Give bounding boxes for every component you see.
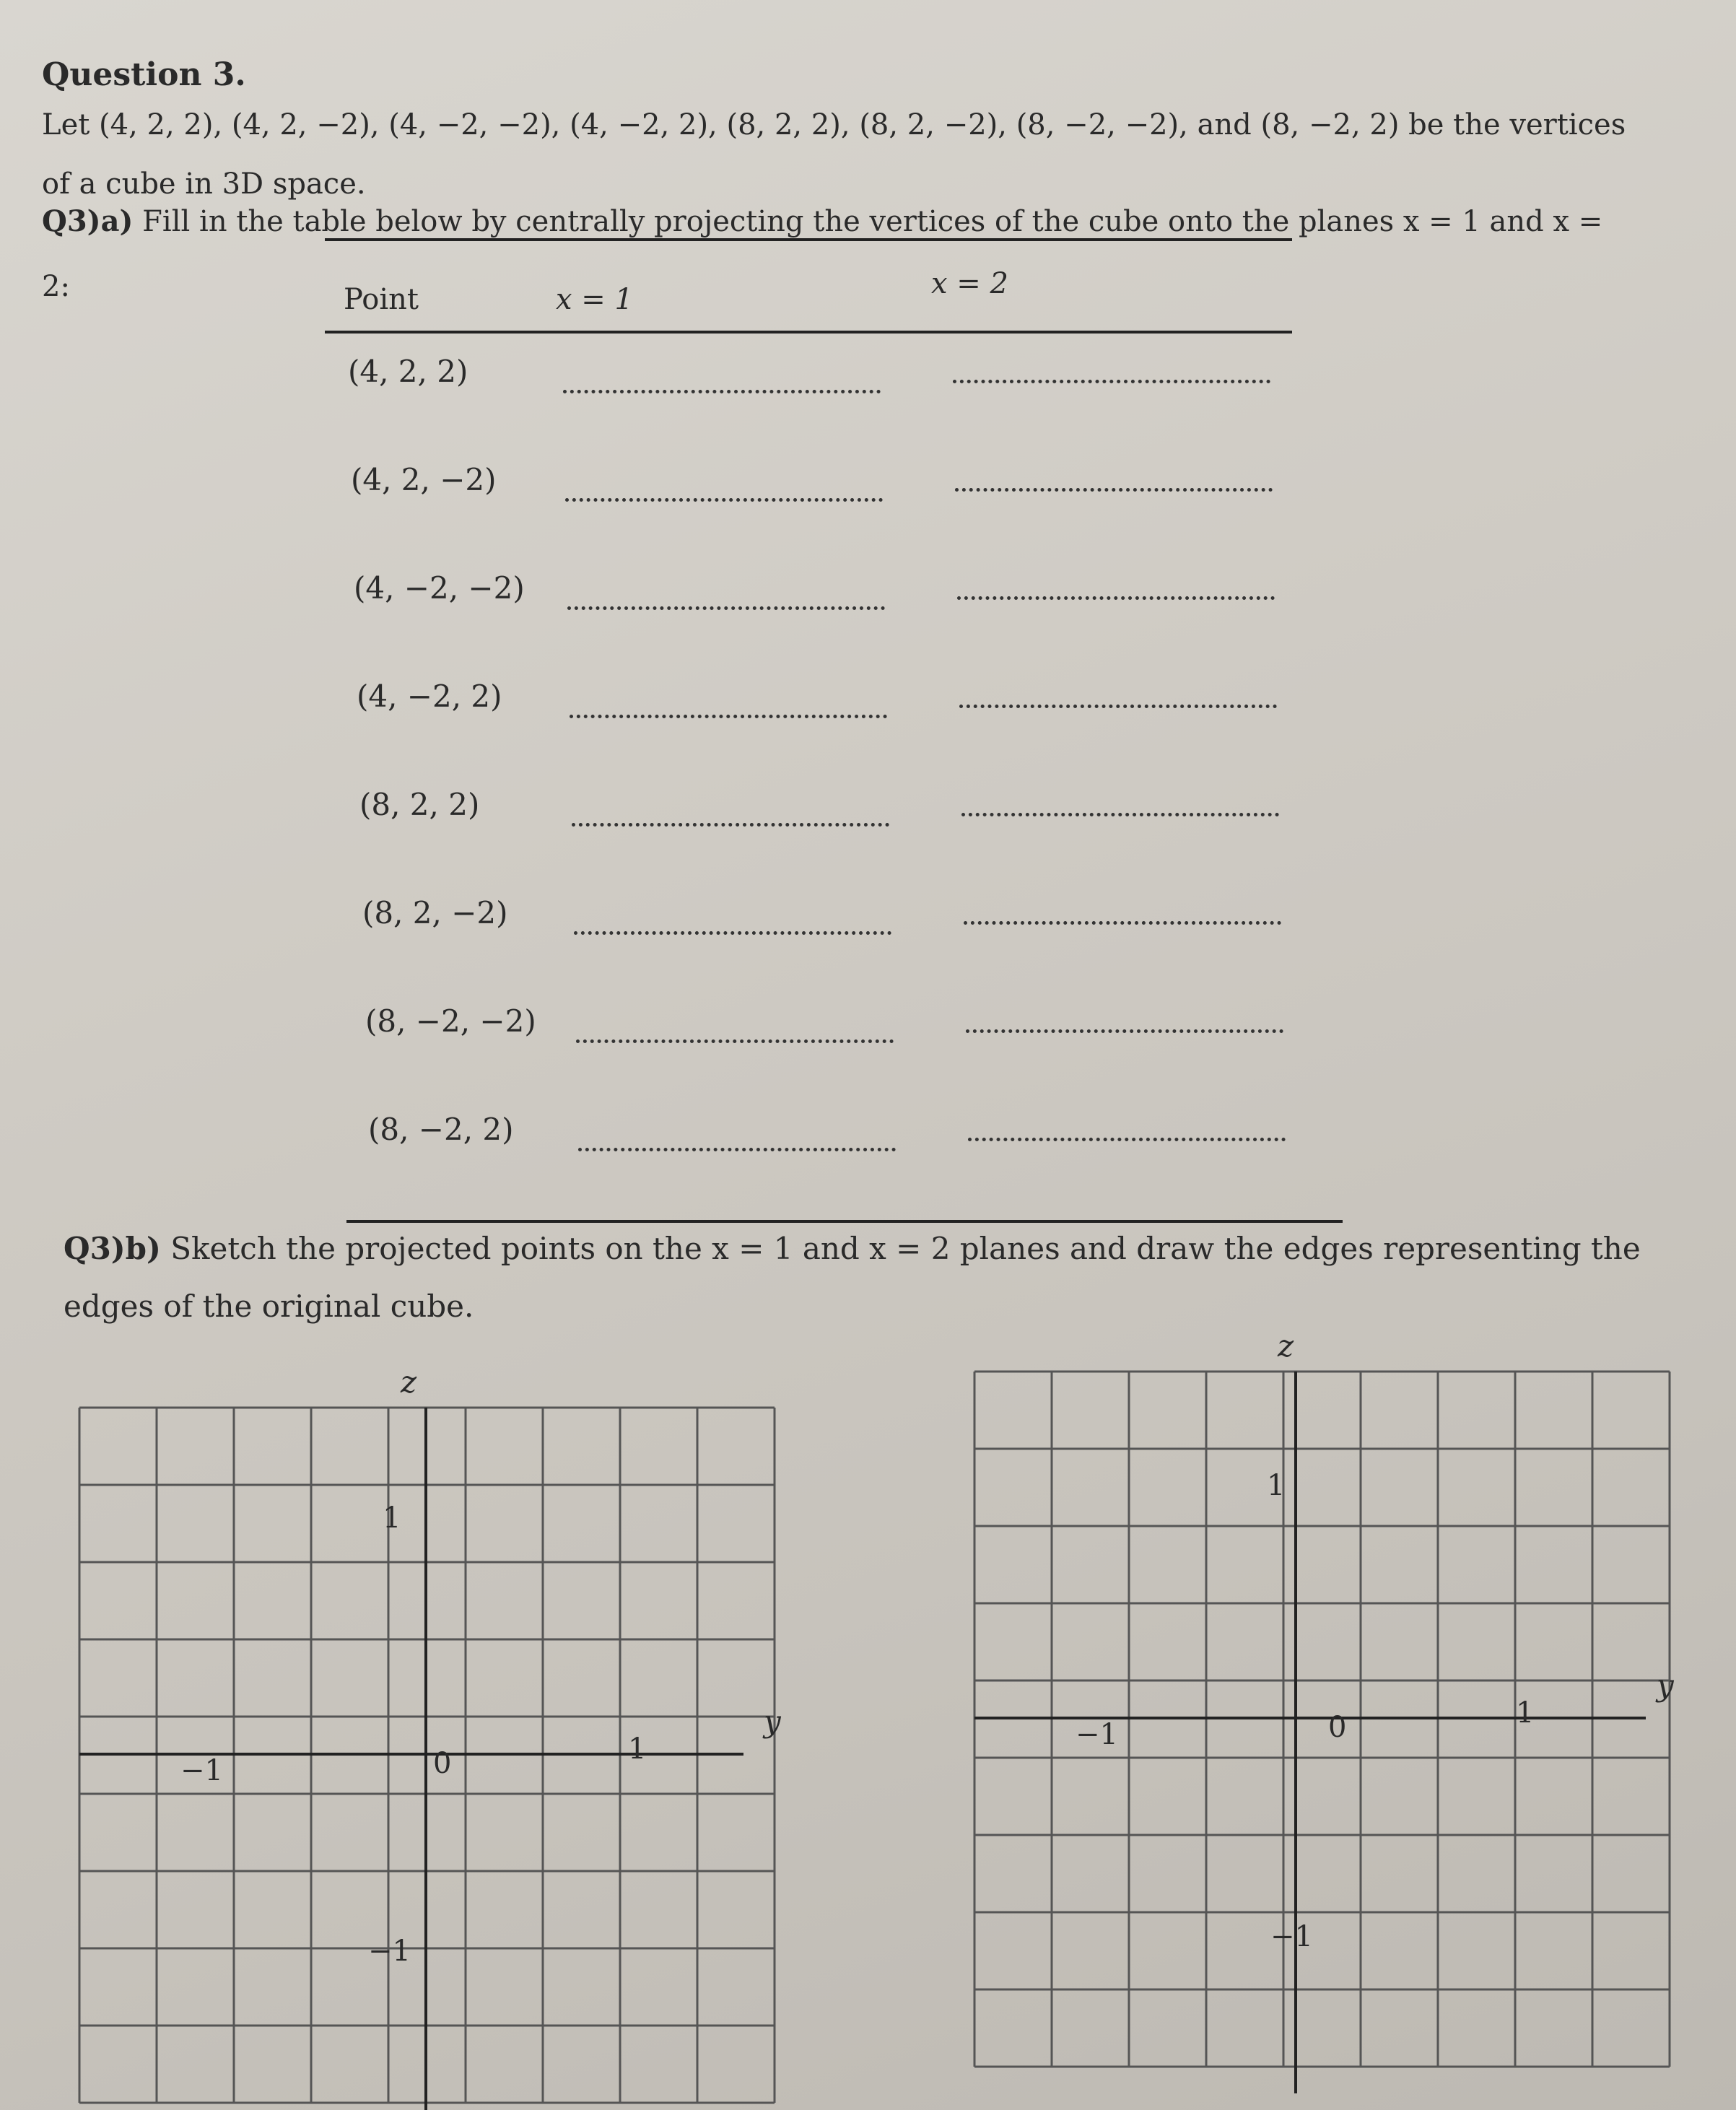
tick-z-pos-left: 1	[383, 1501, 401, 1535]
answer-blank-x2[interactable]	[968, 1138, 1286, 1141]
y-axis-label-right: y	[1657, 1667, 1674, 1703]
tick-z-neg-right: −1	[1270, 1920, 1313, 1953]
z-axis-label-left: z	[401, 1364, 417, 1400]
z-axis-label-right: z	[1278, 1328, 1294, 1364]
table-header-rule	[325, 331, 1292, 333]
grid-plane-x1[interactable]	[72, 1357, 794, 2110]
tick-y-neg-left: −1	[180, 1754, 223, 1787]
header-x2: x = 2	[931, 267, 1008, 300]
tick-y-neg-right: −1	[1076, 1718, 1118, 1751]
table-row-point: (4, −2, 2)	[357, 679, 502, 714]
answer-blank-x2[interactable]	[961, 813, 1279, 816]
tick-y-pos-right: 1	[1516, 1696, 1535, 1730]
grid-lines-left	[72, 1357, 794, 2110]
answer-blank-x2[interactable]	[966, 1029, 1283, 1033]
table-row-point: (8, −2, 2)	[368, 1112, 514, 1147]
tick-z-neg-left: −1	[368, 1935, 411, 1968]
answer-blank-x1[interactable]	[578, 1148, 896, 1151]
tick-origin-right: 0	[1328, 1711, 1347, 1744]
header-x1: x = 1	[556, 283, 633, 316]
table-row-point: (4, 2, 2)	[348, 354, 468, 389]
question-title: Question 3.	[42, 56, 246, 93]
answer-blank-x2[interactable]	[955, 488, 1273, 492]
part-b-label: Q3)b)	[64, 1231, 161, 1266]
answer-blank-x1[interactable]	[565, 498, 883, 502]
table-row-point: (8, 2, −2)	[362, 895, 508, 930]
answer-blank-x2[interactable]	[953, 380, 1270, 383]
grid-plane-x2[interactable]	[967, 1328, 1689, 2093]
table-row-point: (4, −2, −2)	[354, 570, 525, 606]
answer-blank-x1[interactable]	[563, 390, 881, 393]
part-b-prompt	[64, 1220, 1652, 1335]
answer-blank-x1[interactable]	[567, 606, 885, 610]
answer-blank-x1[interactable]	[574, 931, 891, 935]
answer-blank-x1[interactable]	[570, 715, 887, 718]
part-a-label: Q3)a)	[42, 204, 134, 238]
table-top-rule	[325, 238, 1292, 241]
table-row-point: (4, 2, −2)	[351, 462, 497, 497]
answer-blank-x2[interactable]	[959, 705, 1277, 708]
part-a-text: Fill in the table below by centrally projecting the vertices of the cube onto the planes x = 1 and x = 2:	[42, 205, 1603, 303]
table-row-point: (8, −2, −2)	[365, 1003, 536, 1039]
header-point: Point	[344, 283, 419, 316]
answer-blank-x1[interactable]	[576, 1039, 894, 1043]
table-row-point: (8, 2, 2)	[359, 787, 480, 822]
answer-blank-x2[interactable]	[964, 921, 1281, 925]
answer-blank-x2[interactable]	[957, 596, 1275, 600]
tick-origin-left: 0	[433, 1747, 452, 1780]
part-b-text: Sketch the projected points on the x = 1 and x = 2 planes and draw the edges representing the edges of the original cube.	[64, 1231, 1641, 1324]
tick-z-pos-right: 1	[1267, 1469, 1286, 1502]
tick-y-pos-left: 1	[628, 1732, 647, 1766]
y-axis-label-left: y	[764, 1704, 781, 1739]
part-a-prompt	[42, 189, 1630, 319]
answer-blank-x1[interactable]	[572, 823, 889, 827]
question-intro: Let (4, 2, 2), (4, 2, −2), (4, −2, −2), (4, −2, 2), (8, 2, 2), (8, 2, −2), (8, −2, −2), and (8, −2, 2) be the vertices of a cube in 3D space.	[42, 108, 1626, 201]
